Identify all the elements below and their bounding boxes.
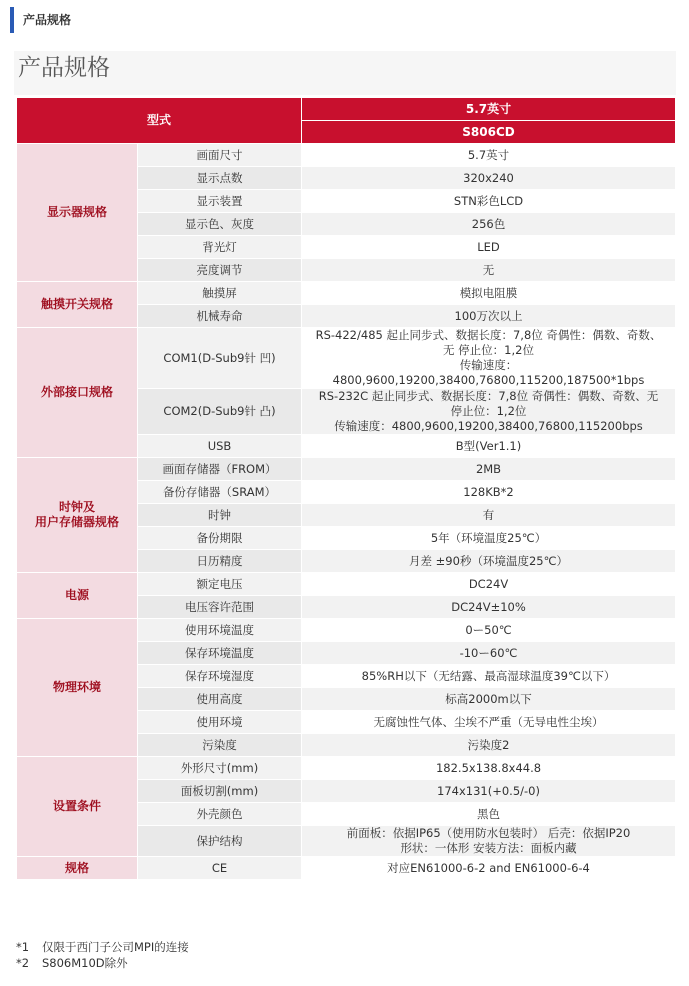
spec-value-line: 月差 ±90秒（环境温度25℃） <box>409 553 568 568</box>
spec-value <box>302 573 676 596</box>
spec-value-line: 128KB*2 <box>463 484 514 499</box>
spec-row <box>17 757 676 780</box>
spec-value-line: 停止位：1,2位 <box>450 404 527 418</box>
category-label: 设置条件 <box>52 799 101 813</box>
footnote-mark: *1 <box>16 940 30 954</box>
spec-value-line: RS-422/485 起止同步式、数据长度：7,8位 奇偶性：偶数、奇数、 <box>315 328 662 342</box>
spec-key: 保存环境温度 <box>138 642 302 665</box>
spec-value-line: 有 <box>482 507 495 522</box>
spec-key: 使用环境温度 <box>138 619 302 642</box>
spec-value <box>302 642 676 665</box>
page-title-box <box>14 51 676 95</box>
model-header: S806CD <box>302 121 676 144</box>
spec-value <box>302 213 676 236</box>
spec-key: 电压容许范围 <box>138 596 302 619</box>
size-header: 5.7英寸 <box>302 98 676 121</box>
spec-value <box>302 803 676 826</box>
spec-table <box>16 97 676 880</box>
spec-value-line: 2MB <box>475 461 502 476</box>
spec-key: 画面存储器（FROM） <box>138 458 302 481</box>
spec-key: 亮度调节 <box>138 259 302 282</box>
spec-value-line: DC24V±10% <box>451 599 526 614</box>
footnote-2 <box>16 955 189 971</box>
spec-value <box>302 481 676 504</box>
spec-key: 时钟 <box>138 504 302 527</box>
spec-value-line: 传输速度：4800,9600,19200,38400,76800,115200bps <box>334 419 643 433</box>
spec-table-body <box>17 144 676 880</box>
spec-value-line: 无腐蚀性气体、尘埃不严重（无导电性尘埃） <box>373 714 604 729</box>
category-label: 规格 <box>64 860 89 875</box>
spec-key: 备份存储器（SRAM） <box>138 481 302 504</box>
category-label: 显示器规格 <box>46 205 107 219</box>
footnote-text: S806M10D除外 <box>42 956 128 970</box>
spec-value-line: 对应EN61000-6-2 and EN61000-6-4 <box>387 860 590 875</box>
spec-value <box>302 826 676 857</box>
footnote-mark: *2 <box>16 956 30 970</box>
spec-row <box>17 458 676 481</box>
spec-value-line: 5.7英寸 <box>467 147 510 162</box>
category-cell <box>17 458 138 573</box>
spec-value-line: 前面板：依据IP65（使用防水包装时） 后壳：依据IP20 <box>346 826 631 840</box>
spec-value-line: -10ー60℃ <box>459 645 518 660</box>
category-cell <box>17 328 138 458</box>
spec-key: 显示点数 <box>138 167 302 190</box>
spec-value-line: RS-232C 起止同步式、数据长度：7,8位 奇偶性：偶数、奇数、无 <box>318 389 659 403</box>
category-cell <box>17 619 138 757</box>
category-label: 物理环境 <box>52 680 101 694</box>
spec-key: 画面尺寸 <box>138 144 302 167</box>
spec-key: 保护结构 <box>138 826 302 857</box>
spec-value-line: 传输速度：4800,9600,19200,38400,76800,115200,187500*1bps <box>332 358 645 387</box>
spec-value <box>302 780 676 803</box>
spec-key: 污染度 <box>138 734 302 757</box>
spec-row <box>17 282 676 305</box>
spec-key: 备份期限 <box>138 527 302 550</box>
spec-value <box>302 190 676 213</box>
spec-key: 使用高度 <box>138 688 302 711</box>
category-cell <box>17 757 138 857</box>
category-cell <box>17 144 138 282</box>
spec-value <box>302 458 676 481</box>
spec-value-line: 黑色 <box>477 806 501 821</box>
spec-row <box>17 144 676 167</box>
spec-value-line: 85%RH以下（无结露、最高湿球温度39℃以下） <box>361 668 616 683</box>
category-label: 时钟及 <box>58 500 95 514</box>
spec-value-line: 0ー50℃ <box>465 622 512 637</box>
spec-value <box>302 259 676 282</box>
spec-key: COM2(D-Sub9针 凸) <box>138 389 302 435</box>
spec-value <box>302 389 676 435</box>
spec-value <box>302 619 676 642</box>
spec-value <box>302 328 676 389</box>
spec-value-line: 5年（环境温度25℃） <box>430 530 547 545</box>
spec-value <box>302 282 676 305</box>
page-title: 产品规格 <box>18 55 110 81</box>
spec-key: USB <box>138 435 302 458</box>
spec-row <box>17 573 676 596</box>
spec-value <box>302 167 676 190</box>
spec-key: 外壳颜色 <box>138 803 302 826</box>
spec-value-line: DC24V <box>468 576 509 591</box>
spec-value-line: LED <box>477 239 500 254</box>
spec-value <box>302 757 676 780</box>
spec-value-line: 320x240 <box>463 170 514 185</box>
category-cell <box>17 282 138 328</box>
spec-key: 日历精度 <box>138 550 302 573</box>
category-label: 触摸开关规格 <box>40 297 113 311</box>
spec-value <box>302 734 676 757</box>
spec-value-line: 256色 <box>471 216 506 231</box>
spec-row <box>17 328 676 389</box>
spec-key: 保存环境湿度 <box>138 665 302 688</box>
spec-value-line: 174x131(+0.5/-0) <box>437 783 540 798</box>
spec-value <box>302 144 676 167</box>
spec-key: 外形尺寸(mm) <box>138 757 302 780</box>
spec-value <box>302 236 676 259</box>
spec-key: 面板切割(mm) <box>138 780 302 803</box>
spec-value <box>302 711 676 734</box>
spec-value-line: STN彩色LCD <box>453 193 524 208</box>
category-label: 电源 <box>64 588 89 602</box>
category-label: 用户存储器规格 <box>34 515 119 529</box>
spec-row <box>17 619 676 642</box>
section-header: 产品规格 <box>10 7 680 33</box>
spec-key: 使用环境 <box>138 711 302 734</box>
footnote-text: 仅限于西门子公司MPI的连接 <box>42 940 189 954</box>
category-cell <box>17 857 138 880</box>
spec-key: 显示色、灰度 <box>138 213 302 236</box>
spec-value <box>302 504 676 527</box>
spec-value <box>302 305 676 328</box>
spec-value <box>302 527 676 550</box>
spec-value <box>302 688 676 711</box>
type-header: 型式 <box>17 98 302 144</box>
spec-key: 显示装置 <box>138 190 302 213</box>
spec-value-line: 形状：一体形 安装方法：面板内藏 <box>400 841 577 855</box>
spec-value <box>302 596 676 619</box>
category-label: 外部接口规格 <box>40 385 113 399</box>
spec-key: 机械寿命 <box>138 305 302 328</box>
spec-value-line: B型(Ver1.1) <box>455 438 522 453</box>
spec-value-line: 100万次以上 <box>454 308 523 323</box>
spec-value-line: 无 停止位：1,2位 <box>443 343 534 357</box>
category-cell <box>17 573 138 619</box>
spec-key: CE <box>138 857 302 880</box>
spec-key: 背光灯 <box>138 236 302 259</box>
spec-key: 额定电压 <box>138 573 302 596</box>
spec-value-line: 标高2000m以下 <box>445 691 532 706</box>
spec-row <box>17 857 676 880</box>
spec-value <box>302 550 676 573</box>
spec-value <box>302 665 676 688</box>
spec-key: 触摸屏 <box>138 282 302 305</box>
spec-value-line: 无 <box>482 262 495 277</box>
spec-value <box>302 435 676 458</box>
spec-value-line: 182.5x138.8x44.8 <box>435 760 542 775</box>
spec-value-line: 污染度2 <box>467 737 510 752</box>
spec-value <box>302 857 676 880</box>
spec-key: COM1(D-Sub9针 凹) <box>138 328 302 389</box>
spec-value-line: 模拟电阻膜 <box>459 285 518 300</box>
footnote-1 <box>16 939 189 955</box>
footnotes <box>16 939 189 971</box>
